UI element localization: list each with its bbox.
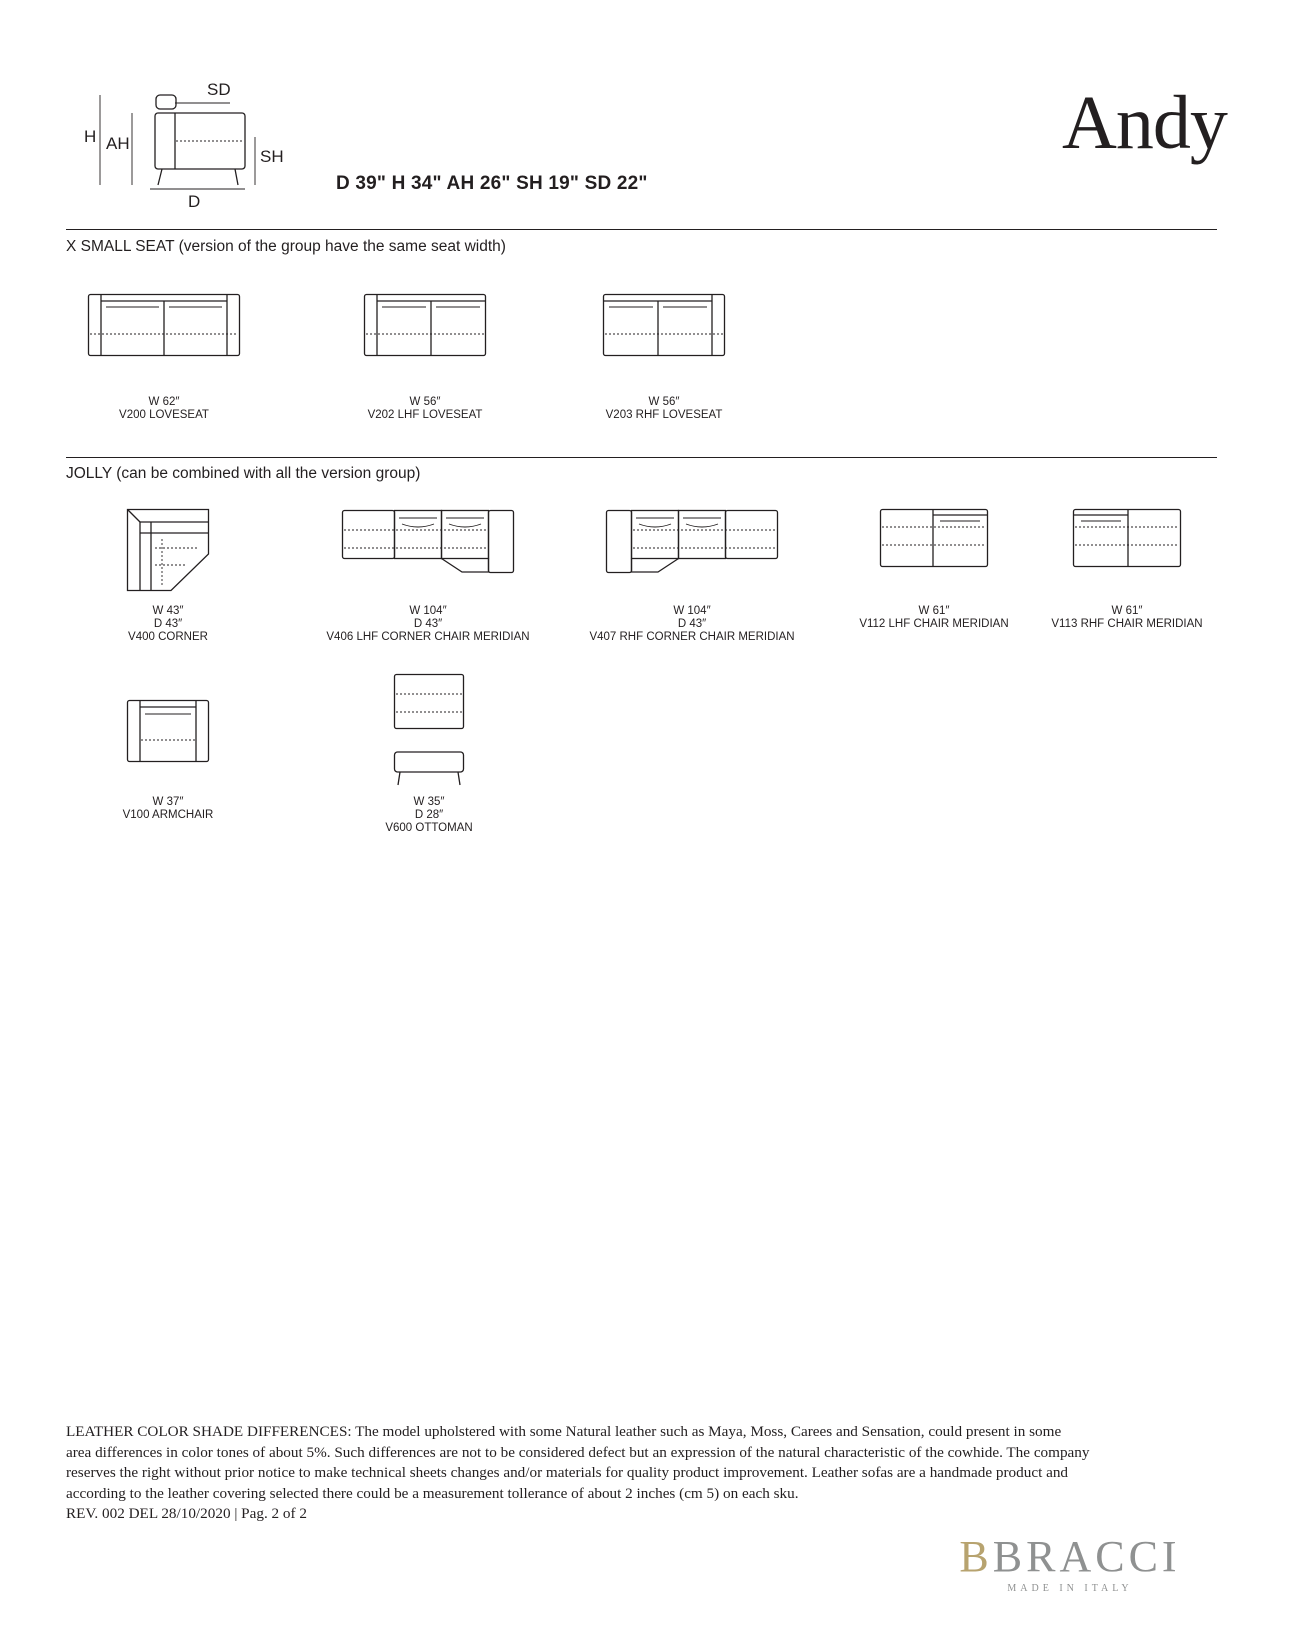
v100-armchair-drawing bbox=[127, 700, 209, 762]
bracci-logo bbox=[925, 1532, 1215, 1594]
v406-meridian-drawing bbox=[342, 510, 514, 582]
v400-caption bbox=[38, 605, 298, 644]
label-h: H bbox=[84, 127, 97, 146]
logo-brand: BRACCI bbox=[992, 1532, 1181, 1581]
label-sh: SH bbox=[260, 147, 284, 166]
v200-loveseat-drawing bbox=[88, 294, 240, 356]
v113-width: W 61″ bbox=[1111, 605, 1143, 617]
v202-caption bbox=[295, 396, 555, 422]
v112-meridian-drawing bbox=[880, 509, 988, 567]
v600-ottoman-drawing bbox=[394, 674, 464, 786]
v203-name: V203 RHF LOVESEAT bbox=[605, 409, 723, 421]
v200-name: V200 LOVESEAT bbox=[119, 409, 209, 421]
v406-name: V406 LHF CORNER CHAIR MERIDIAN bbox=[326, 631, 530, 643]
leather-disclaimer bbox=[66, 1422, 1226, 1525]
v406-width: W 104″ bbox=[409, 605, 447, 617]
v112-name: V112 LHF CHAIR MERIDIAN bbox=[859, 618, 1009, 630]
disclaimer-line: LEATHER COLOR SHADE DIFFERENCES: The model upholstered with some Natural leather such as Maya, Moss, Carees and Sensation, could present in some bbox=[66, 1423, 1062, 1440]
v200-width: W 62″ bbox=[148, 396, 180, 408]
v200-caption bbox=[34, 396, 294, 422]
label-d: D bbox=[188, 192, 201, 211]
v113-meridian-drawing bbox=[1073, 509, 1181, 567]
v203-caption bbox=[534, 396, 794, 422]
overall-dimensions: D 39" H 34" AH 26" SH 19" SD 22" bbox=[336, 173, 648, 194]
disclaimer-line: area differences in color tones of about 5%. Such differences are not to be considered defect but an expression of the natural characteristic of the cowhide. The company bbox=[66, 1443, 1090, 1461]
v112-width: W 61″ bbox=[918, 605, 950, 617]
v600-name: V600 OTTOMAN bbox=[385, 822, 473, 834]
disclaimer-line: reserves the right without prior notice to make technical sheets changes and/or materials for quality product improvement. Leather sofas are a handmade product and bbox=[66, 1464, 1069, 1481]
v407-depth: D 43″ bbox=[677, 618, 707, 630]
v202-loveseat-drawing bbox=[364, 294, 486, 356]
logo-wordmark bbox=[925, 1532, 1215, 1581]
v400-depth: D 43″ bbox=[153, 618, 183, 630]
v400-width: W 43″ bbox=[152, 605, 184, 617]
divider bbox=[66, 229, 1217, 230]
v406-caption bbox=[298, 605, 558, 644]
v407-width: W 104″ bbox=[673, 605, 711, 617]
v407-meridian-drawing bbox=[606, 510, 778, 582]
v600-width: W 35″ bbox=[413, 796, 445, 808]
disclaimer-line: according to the leather covering selected there could be a measurement tollerance of about 2 inches (cm 5) on each sku. bbox=[66, 1484, 799, 1502]
revision-line: REV. 002 DEL 28/10/2020 | Pag. 2 of 2 bbox=[66, 1505, 307, 1522]
label-ah: AH bbox=[106, 134, 130, 153]
v406-depth: D 43″ bbox=[413, 618, 443, 630]
v203-loveseat-drawing bbox=[603, 294, 725, 356]
v600-caption bbox=[299, 796, 559, 835]
section-heading-jolly: JOLLY (can be combined with all the version group) bbox=[66, 465, 421, 482]
v113-name: V113 RHF CHAIR MERIDIAN bbox=[1051, 618, 1203, 630]
v202-width: W 56″ bbox=[409, 396, 441, 408]
product-title: Andy bbox=[1062, 81, 1227, 165]
v100-width: W 37″ bbox=[152, 796, 184, 808]
logo-mark: B bbox=[959, 1532, 993, 1581]
logo-tagline: MADE IN ITALY bbox=[1007, 1583, 1133, 1594]
v203-width: W 56″ bbox=[648, 396, 680, 408]
divider bbox=[66, 457, 1217, 458]
v600-depth: D 28″ bbox=[414, 809, 444, 821]
v202-name: V202 LHF LOVESEAT bbox=[367, 409, 483, 421]
v407-name: V407 RHF CORNER CHAIR MERIDIAN bbox=[589, 631, 795, 643]
v100-caption bbox=[38, 796, 298, 822]
v407-caption bbox=[562, 605, 822, 644]
v400-name: V400 CORNER bbox=[128, 631, 208, 643]
v113-caption bbox=[997, 605, 1257, 631]
v100-name: V100 ARMCHAIR bbox=[122, 809, 214, 821]
label-sd: SD bbox=[207, 80, 231, 99]
v400-corner-drawing bbox=[127, 509, 209, 591]
section-heading-x-small-seat: X SMALL SEAT (version of the group have the same seat width) bbox=[66, 238, 506, 255]
